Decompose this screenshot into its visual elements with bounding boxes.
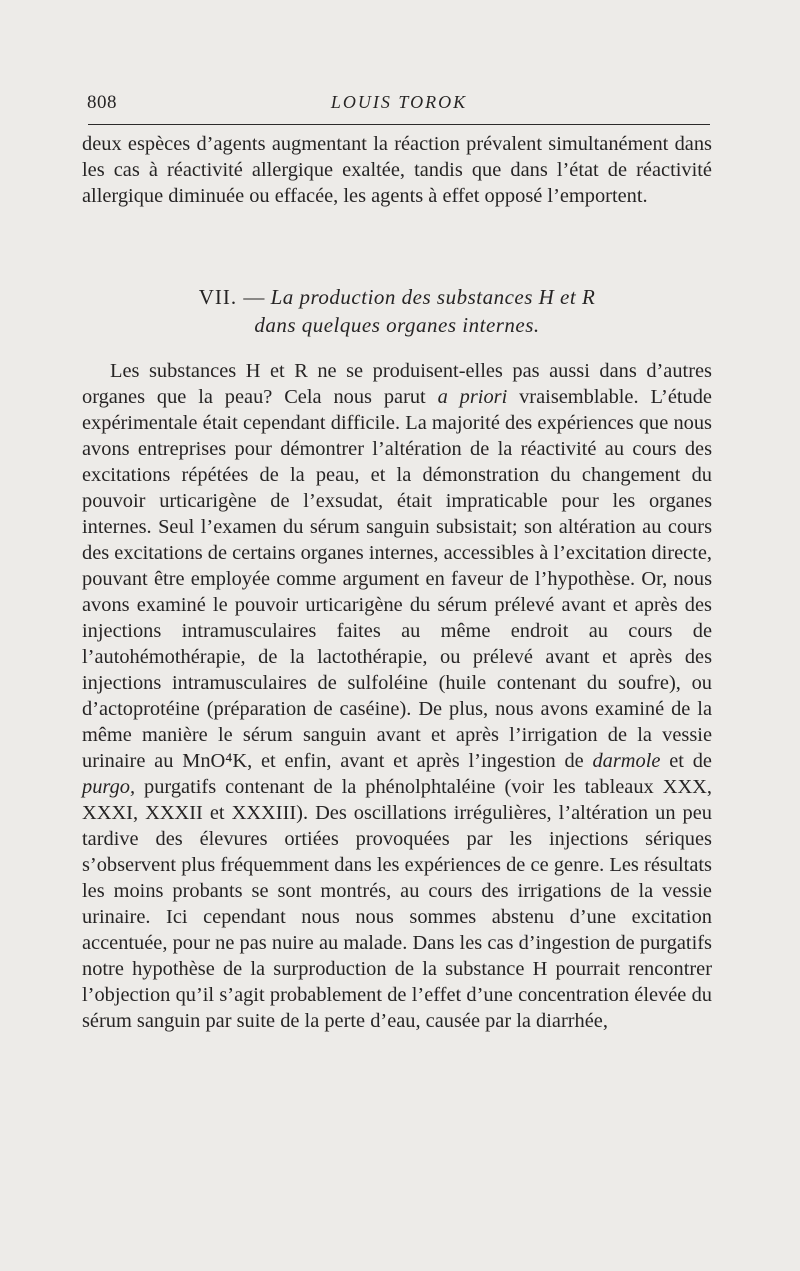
page-number: 808: [87, 92, 117, 113]
paragraph-text: Les substances H et R ne se produisent-elles pas aussi dans d’autres organes que la peau? Cela nous parut: [82, 360, 712, 408]
italic-product-name: purgo,: [82, 776, 136, 798]
running-head: LOUIS TOROK: [330, 92, 468, 112]
page-header: [87, 86, 711, 120]
italic-phrase: a priori: [437, 386, 508, 408]
section-title-line2: dans quelques organes internes.: [254, 313, 540, 337]
header-rule: [88, 124, 710, 125]
paragraph-main: [82, 358, 712, 1034]
section-heading: [82, 283, 712, 339]
section-number: VII. —: [198, 285, 266, 309]
paragraph-continuation: deux espèces d’agents augmentant la réaction prévalent simultanément dans les cas à réactivité allergique exaltée, tandis que dans l’état de réactivité allergique diminuée ou effacée, les agents à effet opposé l’emportent.: [82, 133, 712, 207]
paragraph-text: vraisemblable. L’étude expérimentale était cependant difficile. La majorité des expériences que nous avons entreprises pour démontrer l’altération de la réactivité au cours des excitations répétées de la peau, et la démonstration du changement du pouvoir urticarigène de l’exsudat, était impraticable pour les organes internes. Seul l’examen du sérum sanguin subsistait; son altération au cours des excitations de certains organes internes, accessibles à l’excitation directe, pouvant être employée comme argument en faveur de l’hypothèse. Or, nous avons examiné le pouvoir urticarigène du sérum prélevé avant et après des injections intramusculaires faites au même endroit au cours de l’autohémothérapie, de la lactothérapie, ou prélevé avant et après des injections intramusculaires de sulfoléine (huile contenant du soufre), ou d’actoprotéine (préparation de caséine). De plus, nous avons examiné de la même manière le sérum sanguin avant et après l’irrigation de la vessie urinaire au MnO⁴K, et enfin, avant et après l’ingestion de: [82, 386, 712, 772]
section-title-line1: La production des substances H et R: [270, 285, 596, 309]
paragraph-text: purgatifs contenant de la phénolphtaléine (voir les tableaux XXX, XXXI, XXXII et XXXIII). Des oscillations irrégulières, l’altération un peu tardive des élevures ortiées provoquées par les injections sériques s’observent plus fréquemment dans les expériences de ce genre. Les résultats les moins probants se sont montrés, au cours des irrigations de la vessie urinaire. Ici cependant nous nous sommes abstenu d’une excitation accentuée, pour ne pas nuire au malade. Dans les cas d’ingestion de purgatifs notre hypothèse de la surproduction de la substance H pourrait rencontrer l’objection qu’il s’agit probablement de l’effet d’une concentration élevée du sérum sanguin par suite de la perte d’eau, causée par la diarrhée,: [82, 776, 712, 1032]
paragraph-text: et de: [660, 750, 712, 772]
italic-product-name: darmole: [592, 750, 661, 772]
